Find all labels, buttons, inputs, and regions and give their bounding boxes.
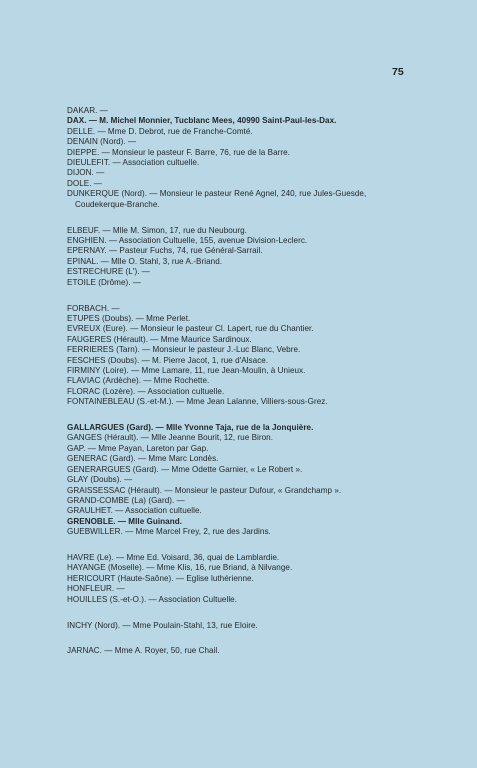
directory-entry: FORBACH. — (67, 303, 120, 313)
directory-entry: GALLARGUES (Gard). — Mlle Yvonne Taja, rue de la Jonquière. (67, 423, 314, 433)
directory-entry: DELLE. — Mme D. Debrot, rue de Franche-Comté. (67, 126, 253, 136)
directory-entry: FONTAINEBLEAU (S.-et-M.). — Mme Jean Lalanne, Villiers-sous-Grez. (67, 397, 328, 407)
directory-entry: GAP. — Mme Payan, Lareton par Gap. (67, 443, 209, 453)
directory-entry: ELBEUF. — Mlle M. Simon, 17, rue du Neubourg. (67, 225, 247, 235)
directory-entry: FLAVIAC (Ardèche). — Mme Rochette. (67, 376, 210, 386)
directory-entry: GRAULHET. — Association cultuelle. (67, 506, 202, 516)
directory-entry: ESTRECHURE (L'). — (67, 267, 150, 277)
letter-group (67, 423, 467, 537)
directory-entry: HOUILLES (S.-et-O.). — Association Cultuelle. (67, 594, 238, 604)
directory-list (67, 106, 467, 672)
directory-entry: DIEPPE. — Monsieur le pasteur F. Barre, 76, rue de la Barre. (67, 147, 290, 157)
letter-group (67, 553, 467, 605)
directory-entry-continuation: Coudekerque-Branche. (75, 199, 160, 209)
directory-entry: INCHY (Nord). — Mme Poulain-Stahl, 13, rue Eloire. (67, 620, 258, 630)
directory-entry: DIJON. — (67, 168, 105, 178)
directory-entry: DUNKERQUE (Nord). — Monsieur le pasteur René Agnel, 240, rue Jules-Guesde, (67, 189, 367, 199)
letter-group (67, 106, 467, 210)
letter-group (67, 646, 467, 656)
directory-entry: DOLE. — (67, 178, 102, 188)
directory-entry: ETOILE (Drôme). — (67, 277, 142, 287)
directory-entry: GLAY (Doubs). — (67, 475, 133, 485)
directory-entry: FLORAC (Lozère). — Association cultuelle. (67, 386, 225, 396)
directory-entry: EVREUX (Eure). — Monsieur le pasteur Cl. Lapert, rue du Chantier. (67, 324, 314, 334)
directory-entry: GENERARGUES (Gard). — Mme Odette Garnier, « Le Robert ». (67, 464, 303, 474)
directory-entry: FESCHES (Doubs). — M. Pierre Jacot, 1, rue d'Alsace. (67, 355, 269, 365)
directory-entry: HAVRE (Le). — Mme Ed. Voisard, 36, quai de Lamblardie. (67, 553, 280, 563)
directory-entry: GRENOBLE. — Mlle Guinand. (67, 516, 183, 526)
directory-entry: FIRMINY (Loire). — Mme Lamare, 11, rue Jean-Moulin, à Unieux. (67, 365, 306, 375)
letter-group (67, 226, 467, 288)
directory-entry: GRAND-COMBE (La) (Gard). — (67, 495, 185, 505)
directory-entry: FAUGERES (Hérault). — Mme Maurice Sardinoux. (67, 334, 252, 344)
directory-entry: DAKAR. — (67, 106, 108, 115)
directory-entry: HAYANGE (Moselle). — Mme Klis, 16, rue Briand, à Nilvange. (67, 563, 293, 573)
page-number: 75 (392, 66, 404, 78)
directory-entry: ETUPES (Doubs). — Mme Perlet. (67, 313, 191, 323)
directory-entry: HERICOURT (Haute-Saône). — Eglise luthérienne. (67, 573, 254, 583)
directory-entry: HONFLEUR. — (67, 584, 125, 594)
directory-entry: DENAIN (Nord). — (67, 137, 137, 147)
letter-group (67, 621, 467, 631)
directory-entry: GRAISSESSAC (Hérault). — Monsieur le pasteur Dufour, « Grandchamp ». (67, 485, 342, 495)
directory-entry: EPINAL. — Mlle O. Stahl, 3, rue A.-Briand. (67, 256, 223, 266)
directory-entry: GENERAC (Gard). — Mme Marc Londès. (67, 454, 219, 464)
directory-entry: JARNAC. — Mme A. Royer, 50, rue Chail. (67, 646, 220, 656)
directory-entry: GANGES (Hérault). — Mlle Jeanne Bourit, 12, rue Biron. (67, 433, 274, 443)
directory-entry: DAX. — M. Michel Monnier, Tucblanc Mees, 40990 Saint-Paul-les-Dax. (67, 116, 337, 126)
directory-entry: GUEBWILLER. — Mme Marcel Frey, 2, rue des Jardins. (67, 527, 271, 537)
directory-entry: FERRIERES (Tarn). — Monsieur le pasteur J.-Luc Blanc, Vebre. (67, 345, 301, 355)
letter-group (67, 304, 467, 408)
directory-entry: EPERNAY. — Pasteur Fuchs, 74, rue Général-Sarrail. (67, 246, 263, 256)
directory-entry: DIEULEFIT. — Association cultuelle. (67, 158, 200, 168)
directory-entry: ENGHIEN. — Association Cultuelle, 155, avenue Division-Leclerc. (67, 235, 308, 245)
